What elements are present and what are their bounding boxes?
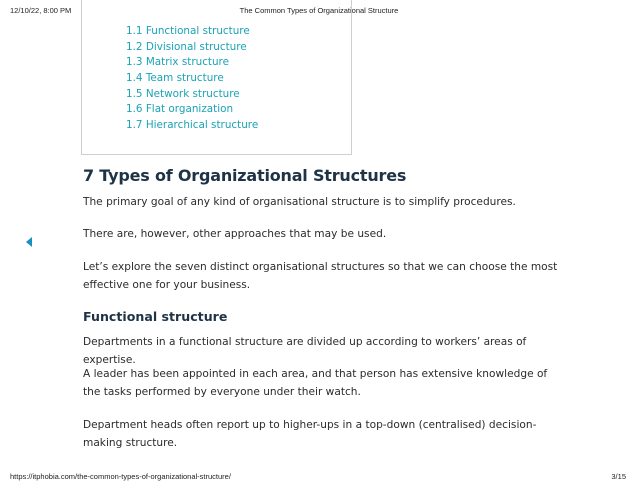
toc-item [126, 102, 258, 118]
toc-item [126, 24, 258, 40]
print-datetime: 12/10/22, 8:00 PM [10, 6, 72, 15]
print-page-title: The Common Types of Organizational Structure [239, 6, 399, 15]
toc-list [126, 24, 258, 134]
toc-item [126, 87, 258, 103]
article-title: 7 Types of Organizational Structures [83, 166, 407, 185]
toc-item [126, 55, 258, 71]
toc-link-flat[interactable]: 1.6 Flat organization [126, 103, 234, 116]
intro-paragraph-3: Let’s explore the seven distinct organisational structures so that we can choose the most effective one for your business. [83, 261, 558, 291]
toc-link-matrix[interactable]: 1.3 Matrix structure [126, 56, 229, 69]
section-paragraph-1: Departments in a functional structure are divided up according to workers’ areas of expertise. [83, 336, 527, 366]
table-of-contents [81, 0, 352, 155]
toc-link-hierarchical[interactable]: 1.7 Hierarchical structure [126, 119, 259, 132]
section-paragraph-3: Department heads often report up to higher-ups in a top-down (centralised) decision-making structure. [83, 419, 537, 449]
caret-left-icon[interactable] [26, 237, 32, 247]
print-footer [0, 472, 638, 486]
toc-link-network[interactable]: 1.5 Network structure [126, 87, 240, 100]
toc-link-functional[interactable]: 1.1 Functional structure [126, 25, 250, 37]
toc-item [126, 40, 258, 56]
intro-paragraph-2: There are, however, other approaches that may be used. [83, 228, 387, 240]
toc-link-divisional[interactable]: 1.2 Divisional structure [126, 40, 247, 53]
toc-item [126, 118, 258, 134]
section-title-functional: Functional structure [83, 309, 228, 324]
toc-item [126, 71, 258, 87]
section-paragraph-2: A leader has been appointed in each area, and that person has extensive knowledge of the tasks performed by everyone under their watch. [83, 368, 548, 398]
intro-paragraph-1: The primary goal of any kind of organisational structure is to simplify procedures. [83, 196, 516, 208]
toc-link-team[interactable]: 1.4 Team structure [126, 72, 224, 85]
print-page-number: 3/15 [611, 472, 626, 481]
print-url: https://itphobia.com/the-common-types-of-organizational-structure/ [10, 472, 231, 481]
